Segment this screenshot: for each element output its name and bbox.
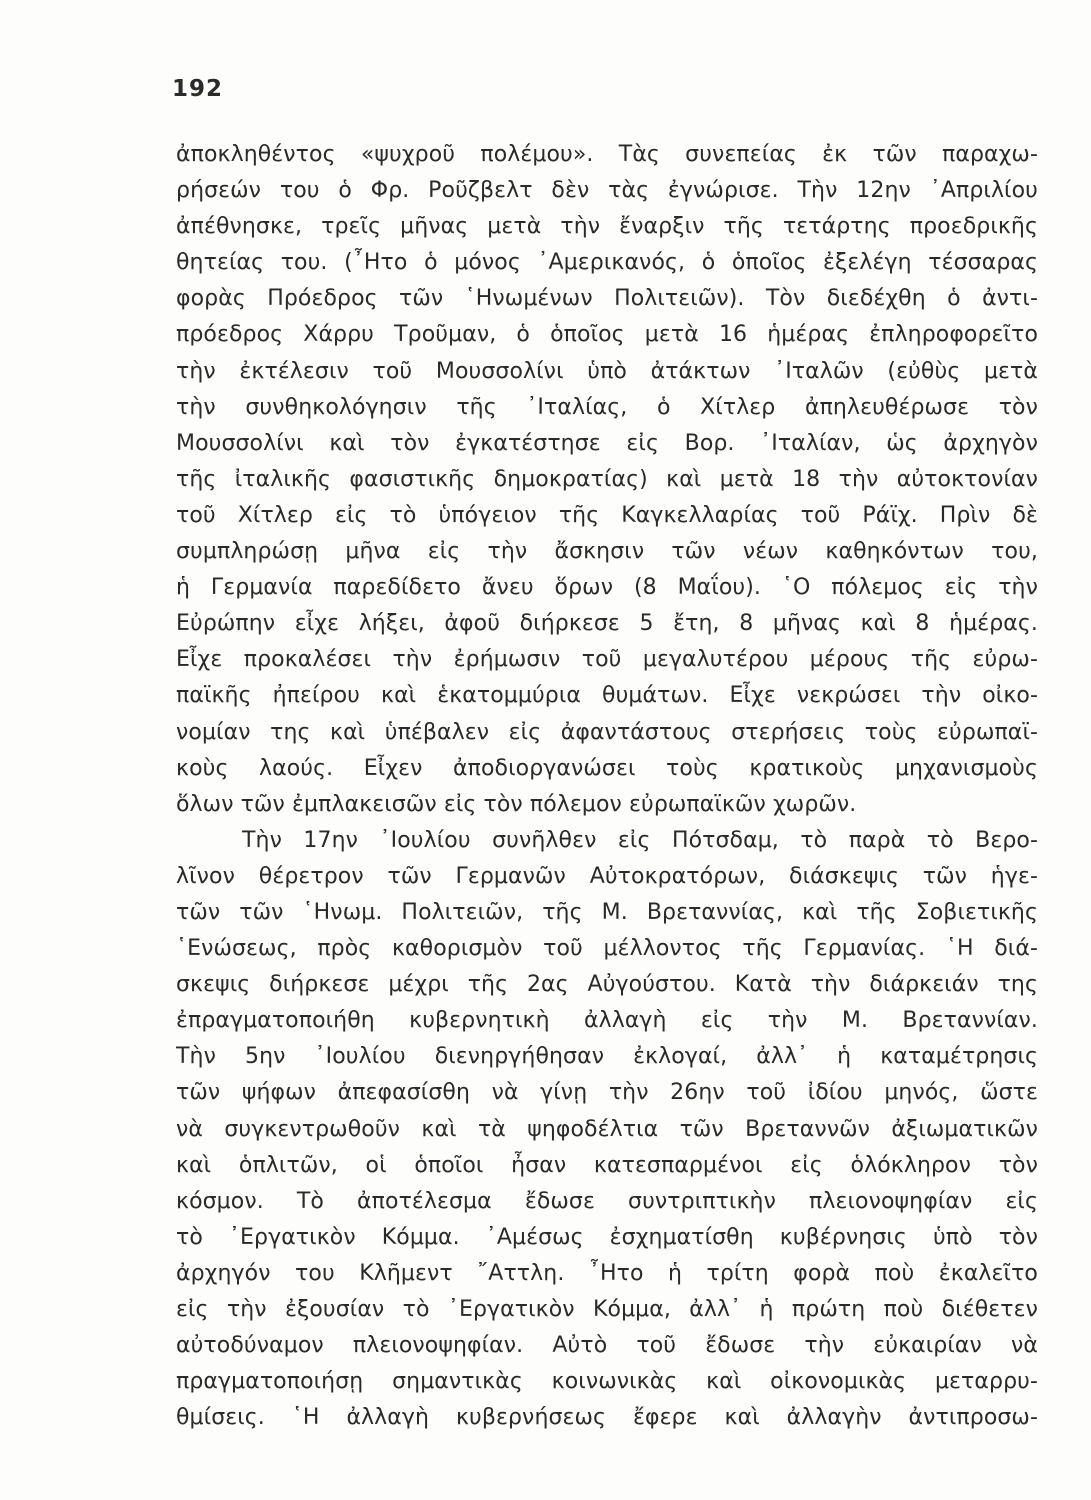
text-line: κοὺς λαούς. Εἶχεν ἀποδιοργανώσει τοὺς κρατικοὺς μηχανισμοὺς	[176, 755, 1038, 781]
text-line: πραγματοποιήσῃ σημαντικὰς κοινωνικὰς καὶ οἰκονομικὰς μεταρρυ-	[176, 1369, 1038, 1395]
text-line: τὴν ἐκτέλεσιν τοῦ Μουσσολίνι ὑπὸ ἀτάκτων ᾿Ιταλῶν (εὐθὺς μετὰ	[176, 358, 1038, 384]
text-line: νὰ συγκεντρωθοῦν καὶ τὰ ψηφοδέλτια τῶν Βρεταννῶν ἀξιωματικῶν	[176, 1116, 1038, 1142]
text-line: παϊκῆς ἠπείρου καὶ ἑκατομμύρια θυμάτων. Εἶχε νεκρώσει τὴν οἰκο-	[176, 683, 1038, 709]
text-line: Τὴν 5ην ᾿Ιουλίου διενηργήθησαν ἐκλογαί, ἀλλ᾿ ἡ καταμέτρησις	[176, 1044, 1038, 1070]
text-line: ἐπραγματοποιήθη κυβερνητικὴ ἀλλαγὴ εἰς τὴν Μ. Βρεταννίαν.	[176, 1008, 1038, 1034]
text-line: τὴν συνθηκολόγησιν τῆς ᾿Ιταλίας, ὁ Χίτλερ ἀπηλευθέρωσε τὸν	[176, 394, 1038, 420]
text-line: Τὴν 17ην ᾿Ιουλίου συνῆλθεν εἰς Πότσδαμ, τὸ παρὰ τὸ Βερο-	[242, 827, 1038, 853]
text-line: ὅλων τῶν ἐμπλακεισῶν εἰς τὸν πόλεμον εὐρωπαϊκῶν χωρῶν.	[176, 791, 857, 817]
text-line: Εὐρώπην εἶχε λήξει, ἀφοῦ διήρκεσε 5 ἔτη, 8 μῆνας καὶ 8 ἡμέρας.	[176, 611, 1038, 637]
text-line: ἀρχηγόν του Κλῆμεντ ῎Αττλη. ῏Ητο ἡ τρίτη φορὰ ποὺ ἐκαλεῖτο	[176, 1260, 1038, 1286]
text-line: τῆς ἰταλικῆς φασιστικῆς δημοκρατίας) καὶ μετὰ 18 τὴν αὐτοκτονίαν	[176, 466, 1038, 492]
text-line: Εἶχε προκαλέσει τὴν ἐρήμωσιν τοῦ μεγαλυτέρου μέρους τῆς εὐρω-	[176, 647, 1038, 673]
text-line: λῖνον θέρετρον τῶν Γερμανῶν Αὐτοκρατόρων, διάσκεψις τῶν ἡγε-	[176, 863, 1038, 889]
text-line: ἡ Γερμανία παρεδίδετο ἄνευ ὅρων (8 Μαΐου). ῾Ο πόλεμος εἰς τὴν	[176, 575, 1038, 601]
text-line: τῶν τῶν ῾Ηνωμ. Πολιτειῶν, τῆς Μ. Βρεταννίας, καὶ τῆς Σοβιετικῆς	[176, 899, 1038, 925]
text-line: εἰς τὴν ἐξουσίαν τὸ ᾿Εργατικὸν Κόμμα, ἀλλ᾿ ἡ πρώτη ποὺ διέθετεν	[176, 1297, 1038, 1322]
text-line: σκεψις διήρκεσε μέχρι τῆς 2ας Αὐγούστου. Κατὰ τὴν διάρκειάν της	[176, 972, 1038, 998]
text-line: φορὰς Πρόεδρος τῶν ῾Ηνωμένων Πολιτειῶν). Τὸν διεδέχθη ὁ ἀντι-	[176, 286, 1038, 312]
text-line: αὐτοδύναμον πλειονοψηφίαν. Αὐτὸ τοῦ ἔδωσε τὴν εὐκαιρίαν νὰ	[176, 1333, 1038, 1359]
text-line: νομίαν της καὶ ὑπέβαλεν εἰς ἀφαντάστους στερήσεις τοὺς εὐρωπαϊ-	[176, 719, 1038, 745]
text-line: ῾Ενώσεως, πρὸς καθορισμὸν τοῦ μέλλοντος τῆς Γερμανίας. ῾Η διά-	[176, 936, 1038, 962]
text-line: τὸ ᾿Εργατικὸν Κόμμα. ᾿Αμέσως ἐσχηματίσθη κυβέρνησις ὑπὸ τὸν	[176, 1224, 1038, 1250]
text-line: κόσμον. Τὸ ἀποτέλεσμα ἔδωσε συντριπτικὴν πλειονοψηφίαν εἰς	[176, 1188, 1038, 1214]
text-line: τοῦ Χίτλερ εἰς τὸ ὑπόγειον τῆς Καγκελλαρίας τοῦ Ράϊχ. Πρὶν δὲ	[176, 502, 1038, 528]
text-line: θητείας του. (῏Ητο ὁ μόνος ᾿Αμερικανός, ὁ ὁποῖος ἐξελέγη τέσσαρας	[176, 250, 1038, 276]
text-line: καὶ ὁπλιτῶν, οἱ ὁποῖοι ἦσαν κατεσπαρμένοι εἰς ὁλόκληρον τὸν	[176, 1152, 1038, 1178]
text-line: Μουσσολίνι καὶ τὸν ἐγκατέστησε εἰς Βορ. ᾿Ιταλίαν, ὡς ἀρχηγὸν	[176, 430, 1038, 456]
page-number: 192	[172, 76, 224, 102]
text-line: ἀποκληθέντος «ψυχροῦ πολέμου». Τὰς συνεπείας ἐκ τῶν παραχω-	[176, 142, 1038, 167]
text-line: συμπληρώσῃ μῆνα εἰς τὴν ἄσκησιν τῶν νέων καθηκόντων του,	[176, 539, 1038, 565]
body-text	[176, 137, 1038, 1436]
text-line: ἀπέθνησκε, τρεῖς μῆνας μετὰ τὴν ἔναρξιν τῆς τετάρτης προεδρικῆς	[176, 214, 1038, 240]
text-line: τῶν ψήφων ἀπεφασίσθη νὰ γίνῃ τὴν 26ην τοῦ ἰδίου μηνός, ὥστε	[176, 1080, 1038, 1106]
text-line: θμίσεις. ῾Η ἀλλαγὴ κυβερνήσεως ἔφερε καὶ ἀλλαγὴν ἀντιπροσω-	[176, 1405, 1038, 1431]
text-line: πρόεδρος Χάρρυ Τροῦμαν, ὁ ὁποῖος μετὰ 16 ἡμέρας ἐπληροφορεῖτο	[176, 322, 1038, 348]
text-line: ρήσεών του ὁ Φρ. Ρoῦζβελτ δὲν τὰς ἐγνώρισε. Τὴν 12ην ᾿Απριλίου	[176, 178, 1038, 204]
